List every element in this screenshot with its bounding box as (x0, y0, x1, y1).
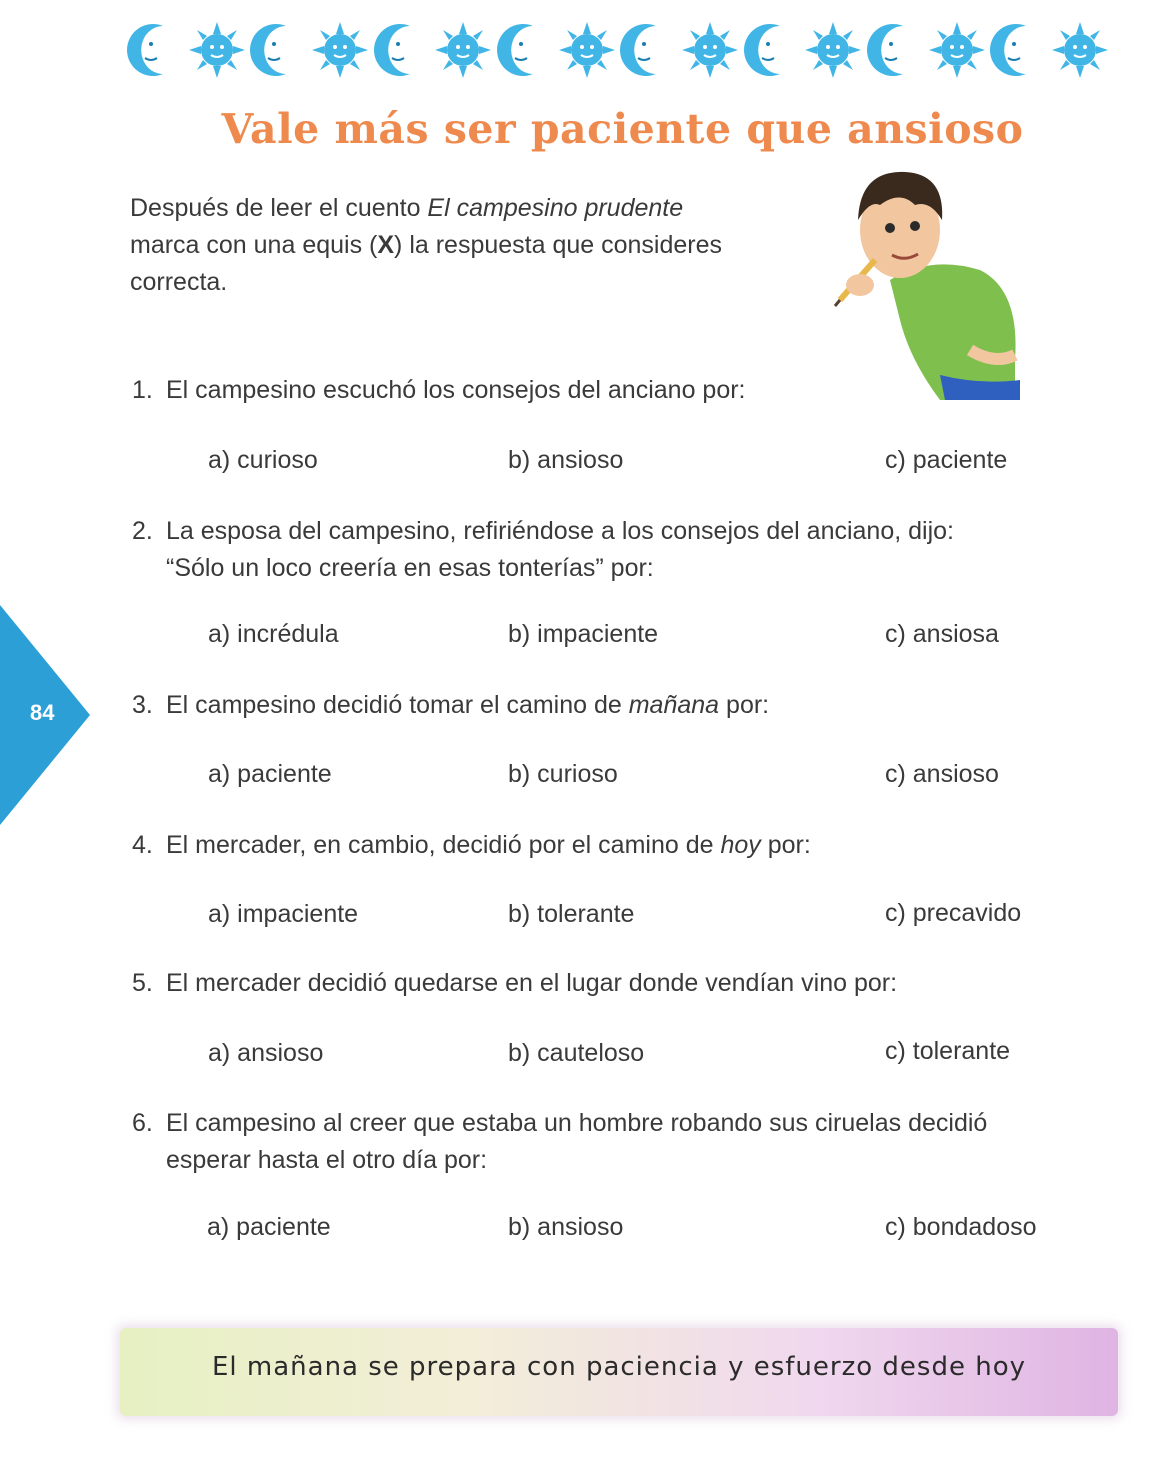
moon-icon (988, 20, 1048, 80)
option-c[interactable]: c) bondadoso (885, 1213, 1037, 1241)
story-title: El campesino prudente (427, 194, 684, 222)
instructions-text-3: ) la respuesta que consideres (394, 231, 723, 259)
footer-message: El mañana se prepara con paciencia y esfuerzo desde hoy (211, 1352, 1026, 1382)
option-c[interactable]: c) tolerante (885, 1037, 1011, 1065)
option-c[interactable]: c) ansioso (885, 760, 999, 788)
question-text-continued: esperar hasta el otro día por: (166, 1146, 488, 1174)
question-emphasis: mañana (628, 691, 720, 719)
sun-icon (433, 20, 493, 80)
footer-banner (120, 1328, 1118, 1416)
option-a[interactable]: a) curioso (208, 446, 318, 474)
question-2 (132, 513, 1132, 587)
question-number: 2. (132, 517, 153, 545)
moon-icon (618, 20, 678, 80)
page-number: 84 (30, 700, 55, 725)
instructions-text-2: marca con una equis ( (130, 231, 378, 259)
question-text: El mercader decidió quedarse en el lugar donde vendían vino por: (166, 969, 898, 997)
question-text: El campesino escuchó los consejos del anciano por: (166, 376, 746, 404)
moon-icon (125, 20, 185, 80)
question-text-end: por: (719, 691, 770, 719)
question-text-end: por: (760, 831, 811, 859)
question-5 (132, 965, 1132, 1002)
option-b[interactable]: b) tolerante (508, 900, 635, 928)
question-number: 4. (132, 831, 153, 859)
option-b[interactable]: b) cauteloso (508, 1039, 645, 1067)
question-6 (132, 1105, 1132, 1179)
question-text: La esposa del campesino, refiriéndose a los consejos del anciano, dijo: (166, 517, 954, 545)
question-text: El campesino decidió tomar el camino de (166, 691, 629, 719)
option-c[interactable]: c) paciente (885, 446, 1008, 474)
sun-icon (680, 20, 740, 80)
question-number: 1. (132, 376, 153, 404)
mark-symbol: X (377, 231, 395, 259)
boy-with-pencil-illustration (820, 160, 1030, 400)
instructions-text-4: correcta. (130, 268, 228, 296)
option-a[interactable]: a) paciente (207, 1213, 331, 1241)
option-b[interactable]: b) impaciente (508, 620, 659, 648)
question-number: 5. (132, 969, 153, 997)
option-a[interactable]: a) paciente (208, 760, 332, 788)
question-3 (132, 687, 1132, 724)
moon-icon (742, 20, 802, 80)
option-a[interactable]: a) ansioso (208, 1039, 324, 1067)
sun-icon (1050, 20, 1110, 80)
moon-icon (495, 20, 555, 80)
instructions (130, 190, 810, 301)
sun-icon (927, 20, 987, 80)
option-c[interactable]: c) precavido (885, 899, 1022, 927)
question-text-continued: “Sólo un loco creería en esas tonterías” por: (166, 554, 654, 582)
sun-icon (557, 20, 617, 80)
instructions-text-1: Después de leer el cuento (130, 194, 428, 222)
question-4 (132, 827, 1132, 864)
question-1 (132, 372, 1132, 409)
decorative-border (125, 18, 1110, 82)
option-a[interactable]: a) incrédula (208, 620, 339, 648)
sun-icon (310, 20, 370, 80)
option-b[interactable]: b) curioso (508, 760, 618, 788)
moon-icon (865, 20, 925, 80)
option-c[interactable]: c) ansiosa (885, 620, 999, 648)
question-number: 6. (132, 1109, 153, 1137)
page-title: Vale más ser paciente que ansioso (221, 105, 1024, 153)
question-text: El campesino al creer que estaba un hombre robando sus ciruelas decidió (166, 1109, 988, 1137)
option-a[interactable]: a) impaciente (208, 900, 359, 928)
sun-icon (187, 20, 247, 80)
question-text: El mercader, en cambio, decidió por el camino de (166, 831, 721, 859)
question-number: 3. (132, 691, 153, 719)
option-b[interactable]: b) ansioso (508, 446, 624, 474)
moon-icon (248, 20, 308, 80)
question-emphasis: hoy (720, 831, 761, 859)
option-b[interactable]: b) ansioso (508, 1213, 624, 1241)
moon-icon (372, 20, 432, 80)
sun-icon (803, 20, 863, 80)
